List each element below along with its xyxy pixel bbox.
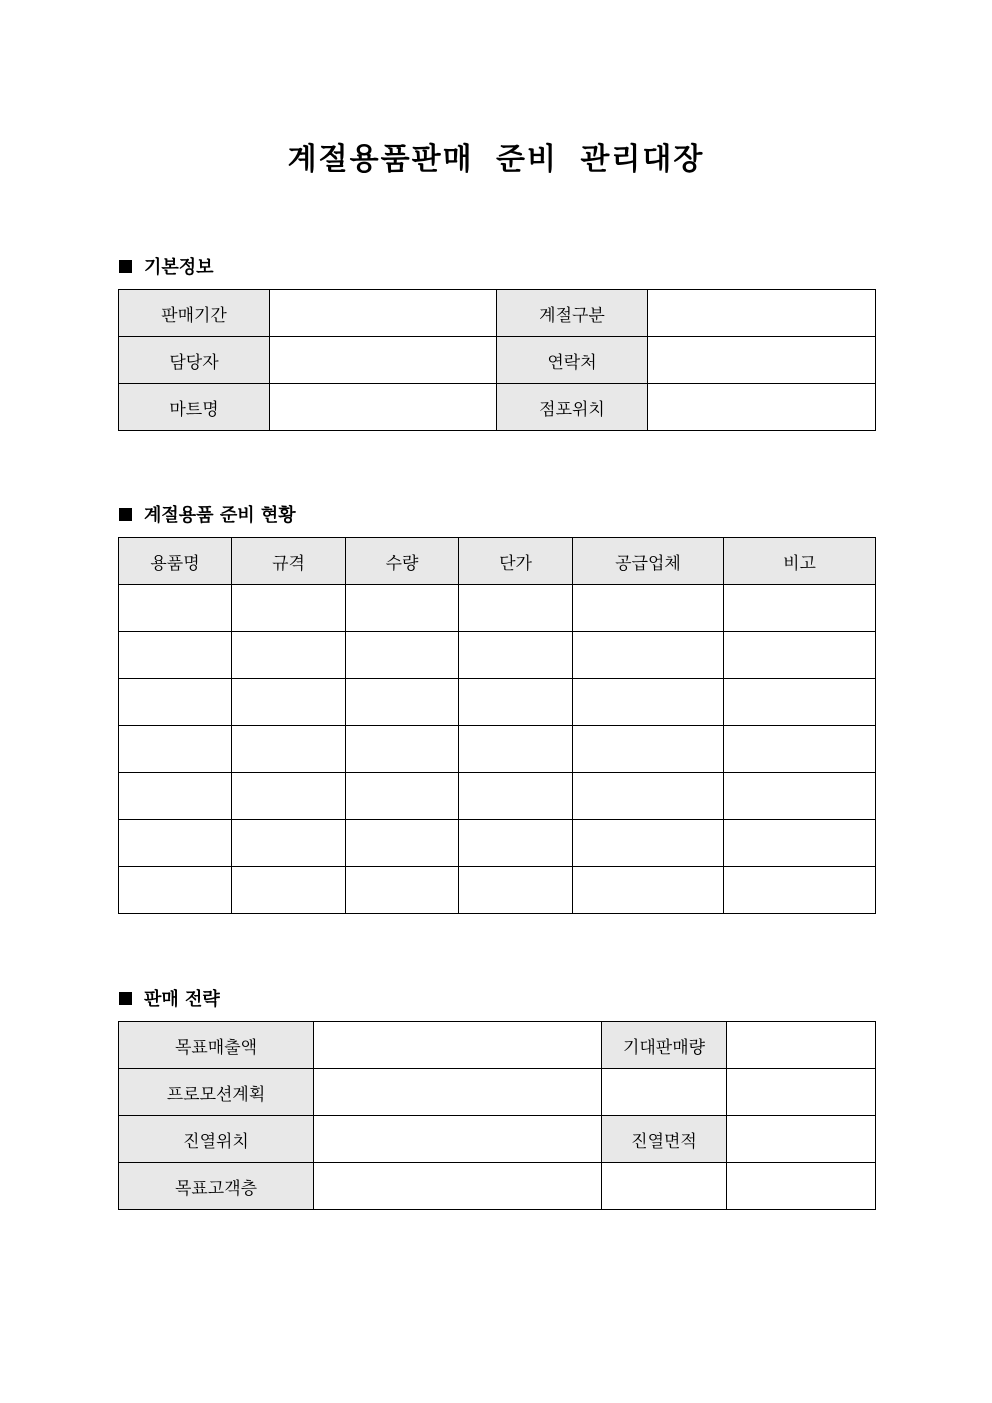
prep-status-table	[118, 537, 876, 914]
table-cell[interactable]	[724, 585, 876, 632]
section-heading-basic-info	[119, 253, 214, 279]
table-cell[interactable]	[573, 867, 724, 914]
table-row	[119, 679, 876, 726]
table-cell[interactable]	[346, 773, 459, 820]
input-cell[interactable]	[314, 1069, 602, 1116]
table-header-row	[119, 538, 876, 585]
column-header: 규격	[232, 538, 346, 585]
table-row	[119, 820, 876, 867]
table-cell[interactable]	[346, 679, 459, 726]
column-header: 단가	[459, 538, 573, 585]
input-cell[interactable]	[727, 1022, 876, 1069]
square-bullet-icon	[119, 260, 132, 273]
table-cell[interactable]	[119, 726, 232, 773]
input-cell[interactable]	[727, 1163, 876, 1210]
label-cell: 마트명	[119, 384, 270, 431]
table-cell[interactable]	[573, 820, 724, 867]
table-cell[interactable]	[459, 726, 573, 773]
table-row	[119, 384, 876, 431]
table-row	[119, 1116, 876, 1163]
prep-table-body	[119, 585, 876, 914]
table-cell[interactable]	[459, 585, 573, 632]
table-cell[interactable]	[459, 867, 573, 914]
table-cell[interactable]	[459, 679, 573, 726]
label-cell: 판매기간	[119, 290, 270, 337]
input-cell[interactable]	[727, 1069, 876, 1116]
table-cell[interactable]	[573, 726, 724, 773]
table-row	[119, 632, 876, 679]
table-cell[interactable]	[232, 679, 346, 726]
input-cell[interactable]	[270, 337, 497, 384]
table-row	[119, 585, 876, 632]
table-cell[interactable]	[573, 679, 724, 726]
table-cell[interactable]	[459, 820, 573, 867]
label-cell: 진열면적	[602, 1116, 727, 1163]
table-cell[interactable]	[724, 773, 876, 820]
input-cell[interactable]	[648, 290, 876, 337]
section-heading-label: 판매 전략	[144, 989, 220, 1010]
table-cell[interactable]	[232, 585, 346, 632]
section-heading-label: 기본정보	[144, 257, 214, 278]
square-bullet-icon	[119, 508, 132, 521]
label-cell: 진열위치	[119, 1116, 314, 1163]
section-heading-prep-status	[119, 501, 296, 527]
table-cell[interactable]	[232, 820, 346, 867]
column-header: 비고	[724, 538, 876, 585]
input-cell[interactable]	[648, 337, 876, 384]
label-cell: 기대판매량	[602, 1022, 727, 1069]
table-cell[interactable]	[346, 632, 459, 679]
label-cell: 목표매출액	[119, 1022, 314, 1069]
table-cell[interactable]	[232, 726, 346, 773]
input-cell[interactable]	[314, 1116, 602, 1163]
input-cell[interactable]	[602, 1163, 727, 1210]
table-cell[interactable]	[119, 867, 232, 914]
basic-info-table	[118, 289, 876, 431]
table-cell[interactable]	[119, 632, 232, 679]
label-cell: 목표고객층	[119, 1163, 314, 1210]
label-cell: 계절구분	[497, 290, 648, 337]
label-cell: 프로모션계획	[119, 1069, 314, 1116]
input-cell[interactable]	[727, 1116, 876, 1163]
table-row	[119, 1069, 876, 1116]
table-row	[119, 867, 876, 914]
table-cell[interactable]	[724, 679, 876, 726]
input-cell[interactable]	[270, 384, 497, 431]
table-cell[interactable]	[346, 726, 459, 773]
section-heading-label: 계절용품 준비 현황	[144, 505, 296, 526]
column-header: 수량	[346, 538, 459, 585]
table-cell[interactable]	[346, 867, 459, 914]
table-row	[119, 1022, 876, 1069]
table-cell[interactable]	[459, 632, 573, 679]
table-cell[interactable]	[232, 773, 346, 820]
input-cell[interactable]	[602, 1069, 727, 1116]
table-cell[interactable]	[119, 585, 232, 632]
table-cell[interactable]	[724, 867, 876, 914]
label-cell: 담당자	[119, 337, 270, 384]
column-header: 용품명	[119, 538, 232, 585]
page-title: 계절용품판매 준비 관리대장	[287, 142, 705, 177]
table-row	[119, 290, 876, 337]
sales-strategy-table	[118, 1021, 876, 1210]
table-cell[interactable]	[724, 820, 876, 867]
input-cell[interactable]	[314, 1163, 602, 1210]
table-cell[interactable]	[459, 773, 573, 820]
table-cell[interactable]	[232, 867, 346, 914]
section-heading-sales-strategy	[119, 985, 220, 1011]
label-cell: 연락처	[497, 337, 648, 384]
table-cell[interactable]	[346, 820, 459, 867]
column-header: 공급업체	[573, 538, 724, 585]
square-bullet-icon	[119, 992, 132, 1005]
input-cell[interactable]	[270, 290, 497, 337]
table-cell[interactable]	[573, 773, 724, 820]
table-cell[interactable]	[724, 632, 876, 679]
table-cell[interactable]	[573, 585, 724, 632]
table-row	[119, 773, 876, 820]
table-cell[interactable]	[232, 632, 346, 679]
label-cell: 점포위치	[497, 384, 648, 431]
table-cell[interactable]	[573, 632, 724, 679]
input-cell[interactable]	[314, 1022, 602, 1069]
table-row	[119, 337, 876, 384]
table-row	[119, 1163, 876, 1210]
table-row	[119, 726, 876, 773]
table-cell[interactable]	[346, 585, 459, 632]
table-cell[interactable]	[119, 773, 232, 820]
table-cell[interactable]	[119, 820, 232, 867]
table-cell[interactable]	[724, 726, 876, 773]
table-cell[interactable]	[119, 679, 232, 726]
input-cell[interactable]	[648, 384, 876, 431]
